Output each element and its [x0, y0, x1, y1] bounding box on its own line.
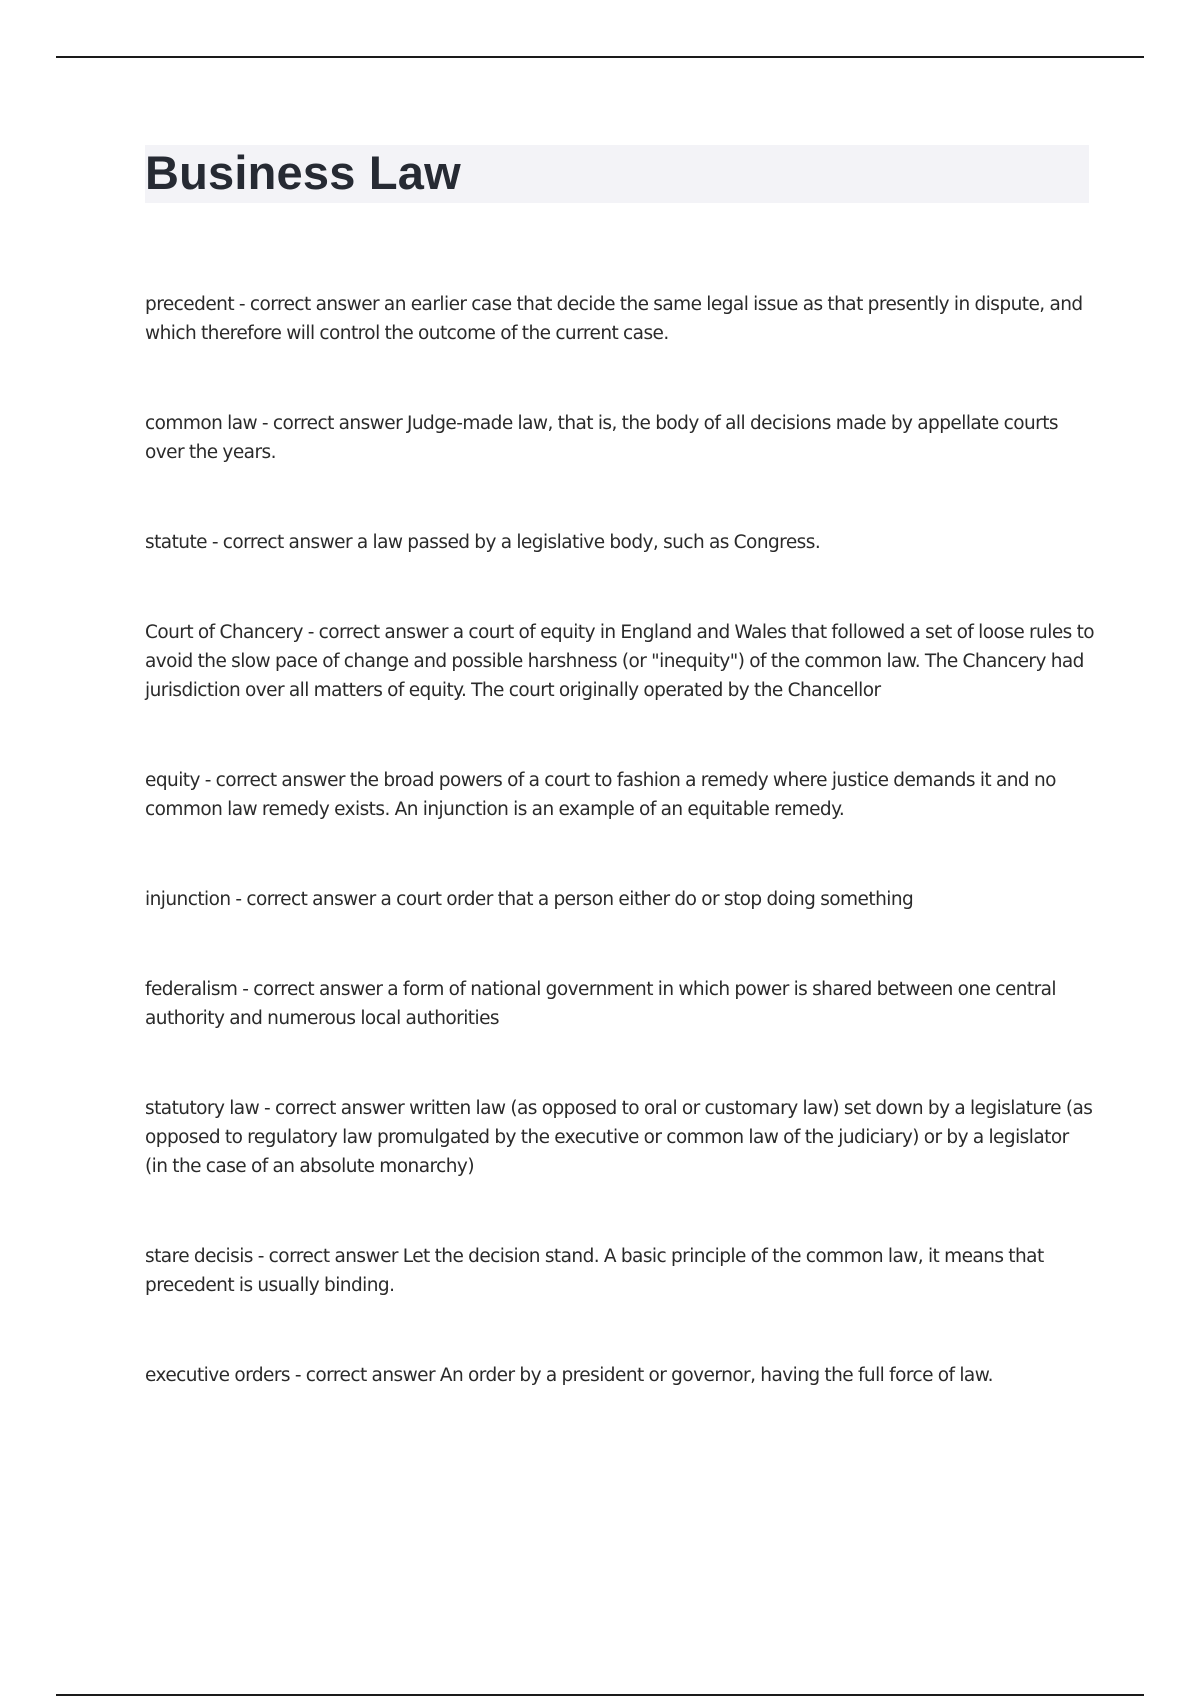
definition-entry-stare-decisis: stare decisis - correct answer Let the decision stand. A basic principle of the common law, it means that precedent is usually binding. [145, 1246, 1044, 1296]
document-title: Business Law [145, 146, 461, 199]
definition-entry-statute: statute - correct answer a law passed by a legislative body, such as Congress. [145, 532, 821, 553]
definition-entry-court-of-chancery: Court of Chancery - correct answer a court of equity in England and Wales that followed a set of loose rules to avoid the slow pace of change and possible harshness (or "inequity") of the common law. The Chancery had jurisdiction over all matters of equity. The court originally operated by the Chancellor [145, 622, 1095, 701]
definition-entry-equity: equity - correct answer the broad powers of a court to fashion a remedy where justice demands it and no common law remedy exists. An injunction is an example of an equitable remedy. [145, 770, 1056, 820]
definition-entry-precedent: precedent - correct answer an earlier case that decide the same legal issue as that presently in dispute, and which therefore will control the outcome of the current case. [145, 294, 1083, 344]
definition-entry-statutory-law: statutory law - correct answer written law (as opposed to oral or customary law) set down by a legislature (as opposed to regulatory law promulgated by the executive or common law of the judiciary) or by a legislator (in the case of an absolute monarchy) [145, 1098, 1093, 1177]
bottom-rule [56, 1694, 1144, 1696]
definition-entry-executive-orders: executive orders - correct answer An order by a president or governor, having the full force of law. [145, 1365, 993, 1386]
definition-entry-federalism: federalism - correct answer a form of national government in which power is shared between one central authority and numerous local authorities [145, 979, 1056, 1029]
definition-entry-common-law: common law - correct answer Judge-made law, that is, the body of all decisions made by appellate courts over the years. [145, 413, 1059, 463]
top-rule [56, 56, 1144, 58]
definition-entry-injunction: injunction - correct answer a court order that a person either do or stop doing something [145, 889, 914, 910]
definition-list [145, 290, 1095, 1451]
